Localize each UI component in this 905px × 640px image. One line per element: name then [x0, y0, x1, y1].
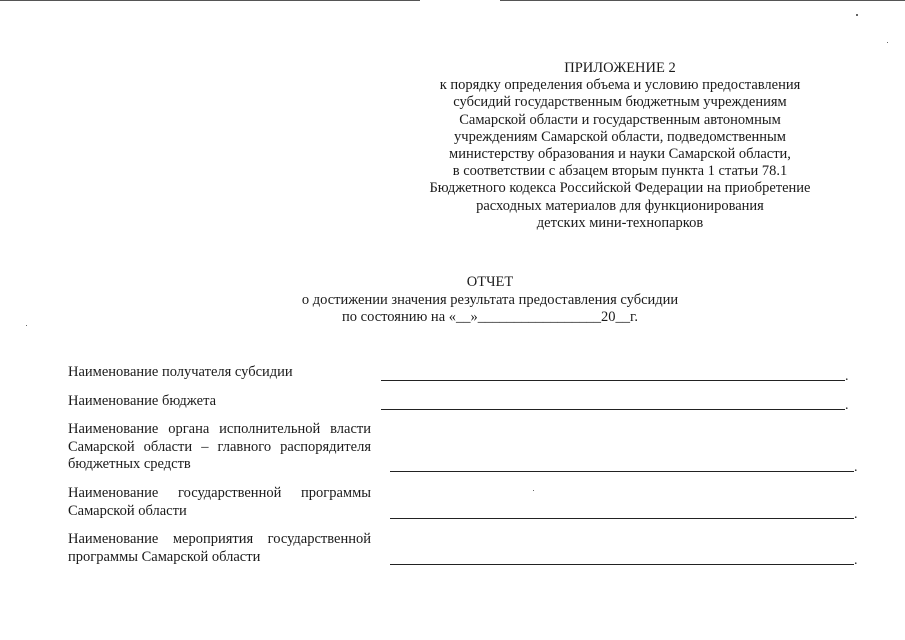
field-label-line: Наименование государственной программы	[68, 485, 371, 501]
field-authority-period: .	[854, 460, 858, 475]
report-date-line: по состоянию на «__»_________________20__г.	[342, 309, 638, 325]
field-program-input-line[interactable]	[390, 518, 854, 519]
field-label-line: бюджетных средств	[68, 456, 191, 472]
field-label-line: Наименование бюджета	[68, 393, 217, 409]
appendix-title: ПРИЛОЖЕНИЕ 2	[564, 60, 676, 76]
appendix-line: детских мини-технопарков	[536, 214, 704, 231]
appendix-line: Самарской области и государственным автономным	[459, 111, 781, 128]
appendix-line: субсидий государственным бюджетным учреждениям	[453, 94, 787, 111]
scan-speck	[26, 325, 27, 326]
field-program-label	[68, 485, 371, 520]
appendix-line: учреждениям Самарской области, подведомственным	[454, 128, 786, 145]
appendix-line: к порядку определения объема и условию предоставления	[439, 77, 801, 94]
scan-top-border-right	[500, 0, 905, 1]
field-authority-label	[68, 421, 371, 474]
scan-speck	[856, 14, 858, 16]
field-recipient-input-line[interactable]	[381, 380, 845, 381]
field-label-line: Наименование мероприятия государственной	[68, 531, 371, 547]
field-label-line: Наименование органа исполнительной власти	[68, 421, 371, 437]
appendix-line: расходных материалов для функционирования	[476, 197, 764, 214]
field-budget-period: .	[845, 398, 849, 413]
report-subtitle: о достижении значения результата предоставления субсидии	[301, 291, 679, 308]
scan-speck	[533, 490, 534, 491]
field-program-period: .	[854, 507, 858, 522]
report-heading	[240, 274, 740, 327]
field-recipient-label	[68, 364, 371, 382]
field-label-line: программы Самарской области	[68, 548, 261, 565]
field-label-line: Самарской области – главного распорядителя	[68, 438, 371, 455]
appendix-line: Бюджетного кодекса Российской Федерации на приобретение	[429, 180, 811, 197]
field-activity-period: .	[854, 553, 858, 568]
scan-top-border-left	[0, 0, 420, 1]
field-activity-label	[68, 531, 371, 566]
field-label-line: Самарской области	[68, 502, 187, 519]
field-authority-input-line[interactable]	[390, 471, 854, 472]
appendix-header	[400, 60, 840, 232]
appendix-line: министерству образования и науки Самарской области,	[449, 146, 791, 163]
scan-speck	[887, 42, 888, 43]
field-recipient-period: .	[845, 369, 849, 384]
appendix-line: в соответствии с абзацем вторым пункта 1 статьи 78.1	[452, 163, 788, 180]
field-activity-input-line[interactable]	[390, 564, 854, 565]
field-label-line: Наименование получателя субсидии	[68, 364, 293, 380]
field-budget-input-line[interactable]	[381, 409, 845, 410]
field-budget-label	[68, 393, 371, 411]
report-title: ОТЧЕТ	[466, 274, 514, 290]
